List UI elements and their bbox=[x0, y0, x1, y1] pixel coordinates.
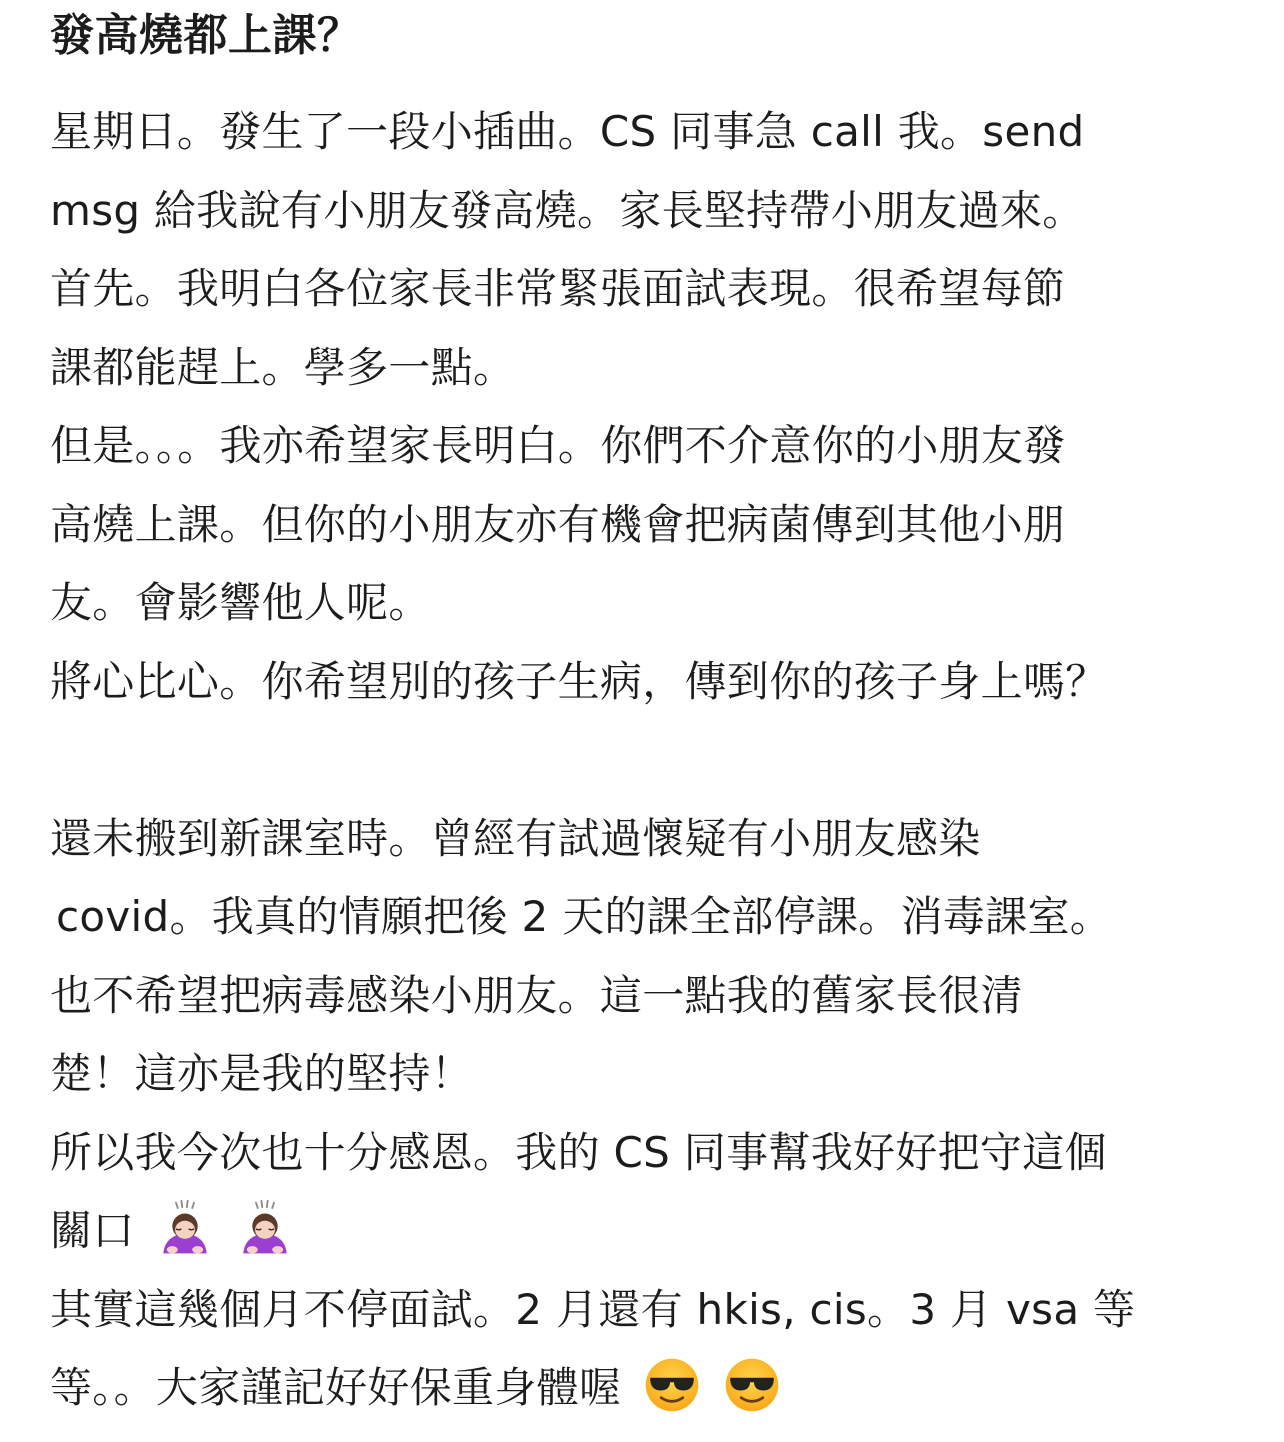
body-line: 但是。。。我亦希望家長明白。你們不介意你的小朋友發 bbox=[50, 421, 1066, 470]
woman-bowing-icon bbox=[156, 1199, 214, 1257]
body-line: 首先。我明白各位家長非常緊張面試表現。很希望每節 bbox=[50, 264, 1066, 313]
body-line: msg 給我說有小朋友發高燒。家長堅持帶小朋友過來。 bbox=[50, 185, 1085, 235]
body-line: 將心比心。你希望別的孩子生病，傳到你的孩子身上嗎？ bbox=[50, 656, 1108, 706]
body-line-with-emoji bbox=[50, 1352, 1250, 1431]
body-line: 友。會影響他人呢。 bbox=[50, 578, 431, 627]
post-title: 發高燒都上課？ bbox=[50, 10, 362, 61]
body-line-text: 等。。大家謹記好好保重身體喔 bbox=[50, 1363, 622, 1412]
body-line: 還未搬到新課室時。曾經有試過懷疑有小朋友感染 bbox=[50, 813, 981, 863]
blank-line bbox=[50, 724, 1250, 803]
body-line-with-emoji bbox=[50, 1195, 1250, 1274]
body-line: 也不希望把病毒感染小朋友。這一點我的舊家長很清 bbox=[50, 970, 1023, 1020]
sunglasses-face-icon bbox=[723, 1356, 781, 1414]
body-line: 星期日。發生了一段小插曲。CS 同事急 call 我。send bbox=[50, 107, 1085, 156]
body-line: 所以我今次也十分感恩。我的 CS 同事幫我好好把守這個 bbox=[50, 1127, 1107, 1177]
body-line: 高燒上課。但你的小朋友亦有機會把病菌傳到其他小朋 bbox=[50, 499, 1066, 549]
sunglasses-face-icon bbox=[643, 1356, 701, 1414]
body-line: covid。我真的情願把後 2 天的課全部停課。消毒課室。 bbox=[56, 892, 1113, 941]
body-line-text: 關口 bbox=[50, 1206, 135, 1255]
body-line: 其實這幾個月不停面試。2 月還有 hkis, cis。3 月 vsa 等 bbox=[50, 1284, 1136, 1334]
post-body bbox=[50, 96, 1250, 1431]
woman-bowing-icon bbox=[236, 1199, 294, 1257]
body-line: 楚！這亦是我的堅持！ bbox=[50, 1049, 474, 1098]
body-line: 課都能趕上。學多一點。 bbox=[50, 342, 516, 392]
